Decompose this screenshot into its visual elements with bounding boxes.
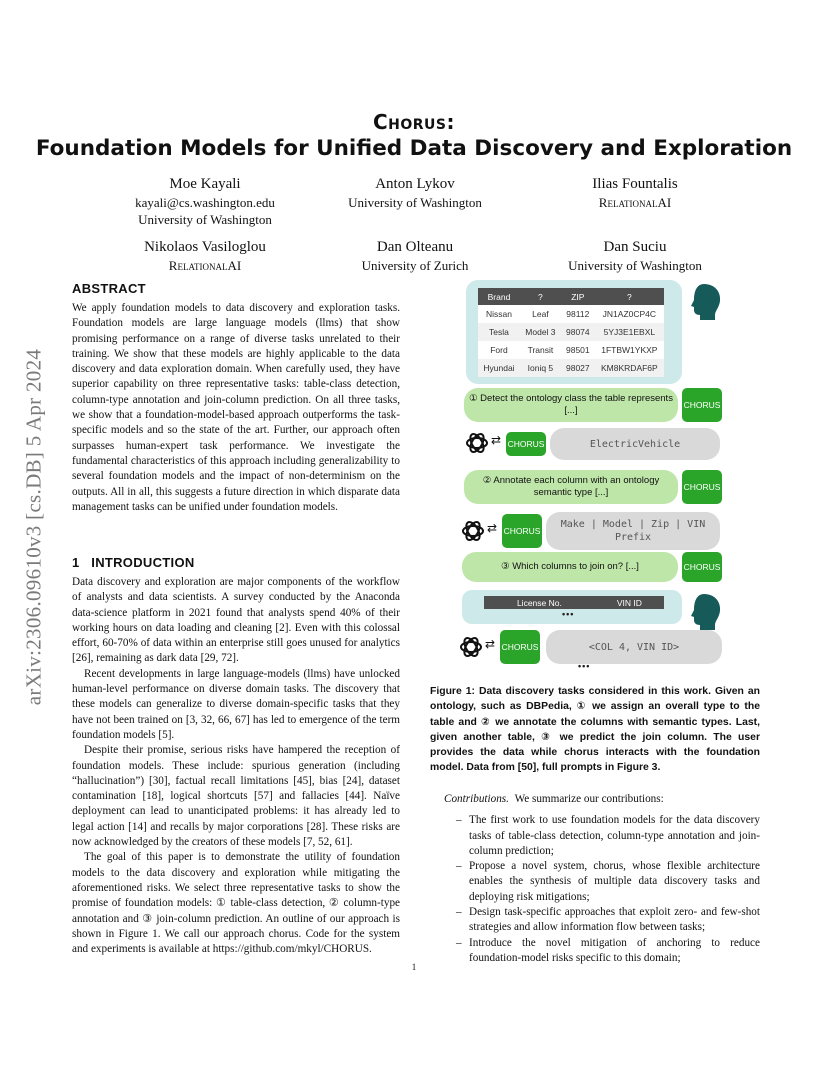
openai-logo-icon bbox=[460, 518, 486, 544]
table-header-row bbox=[478, 288, 664, 305]
exchange-arrows-icon: ⇄ bbox=[491, 433, 502, 447]
table-cell: Ford bbox=[478, 341, 520, 359]
table-cell: Tesla bbox=[478, 323, 520, 341]
table-row bbox=[478, 359, 664, 377]
intro-paragraph: The goal of this paper is to demonstrate the utility of foundation models to the data discovery and exploration while mitigating the aforementioned risks. We select three representative tasks to show the promise of foundation models: ① table-class detection, ② column-type annotation and ③ join-column prediction. An outline of our approach is shown in Figure 1. We call our approach chorus. Code for the system and experiments is available at https://github.com/mkyl/CHORUS. bbox=[72, 851, 400, 956]
author-name: Anton Lykov bbox=[375, 176, 455, 192]
exchange-arrows-icon: ⇄ bbox=[487, 521, 498, 535]
author-block bbox=[530, 174, 740, 211]
table-cell: 5YJ3E1EBXL bbox=[595, 323, 664, 341]
abstract-heading: ABSTRACT bbox=[72, 281, 146, 296]
author-email: kayali@cs.washington.edu bbox=[135, 195, 275, 210]
table-header-cell: Brand bbox=[478, 288, 520, 305]
chorus-badge: CHORUS bbox=[682, 388, 722, 422]
prompt-step3: ③ Which columns to join on? [...] bbox=[462, 552, 678, 582]
table-cell: 98501 bbox=[561, 341, 595, 359]
author-affiliation: RelationalAI bbox=[168, 258, 242, 273]
author-name: Dan Suciu bbox=[603, 239, 667, 255]
table-cell: 98027 bbox=[561, 359, 595, 377]
abstract-text: We apply foundation models to data discovery and exploration tasks. Foundation models are large language models (llms) that show promising performance on a range of diverse tasks unrelated to their training. We show that these models are highly applicable to the data discovery and data exploration domain. When carefully used, they have superior capability on three representative tasks: table-class detection, column-type annotation and join-column prediction. On all three tasks, we show that a foundation-model-based approach outperforms the task-specific models and so the state of the art. Further, our approach often surpasses human-expert task performance. We investigate the fundamental characteristics of this approach including generalizability to several foundation models and the impact of non-determinism on the outputs. All in all, this suggests a future direction in which disparate data management tasks can be unified under foundation models. bbox=[72, 302, 400, 513]
author-affiliation: RelationalAI bbox=[598, 195, 672, 210]
page-number: 1 bbox=[411, 962, 417, 972]
author-name: Ilias Fountalis bbox=[592, 176, 678, 192]
contributions-list bbox=[444, 813, 760, 966]
table-cell: Leaf bbox=[520, 305, 561, 323]
answer-step1: ElectricVehicle bbox=[550, 428, 720, 460]
table-cell: Nissan bbox=[478, 305, 520, 323]
intro-body bbox=[72, 575, 400, 957]
paper-title-line2: Foundation Models for Unified Data Discovery and Exploration bbox=[35, 136, 793, 161]
table-cell: Model 3 bbox=[520, 323, 561, 341]
table-header-cell: ZIP bbox=[561, 288, 595, 305]
author-block bbox=[100, 237, 310, 274]
user-head-icon bbox=[688, 592, 724, 630]
table-cell: 1FTBW1YKXP bbox=[595, 341, 664, 359]
chorus-badge: CHORUS bbox=[500, 630, 540, 664]
answer-step2: Make | Model | Zip | VIN Prefix bbox=[546, 512, 720, 550]
second-table bbox=[484, 596, 664, 609]
author-block bbox=[100, 174, 310, 228]
table-row bbox=[478, 305, 664, 323]
author-affiliation: University of Washington bbox=[568, 258, 702, 273]
intro-paragraph: Despite their promise, serious risks have hampered the reception of foundation models. These include: spurious generation (including “hallucination”) [30], factual recall limitations [45], bias [24], dataset contamination [18], logical shortcuts [57] and fallacies [44]. Naïve deployment can lead to unanticipated problems: it has already led to legal action [14] and recalls by major corporations [28]. These risks are now acknowledged by the creators of these models [7, 52, 61]. bbox=[72, 744, 400, 849]
table-cell: Hyundai bbox=[478, 359, 520, 377]
contributions-lead: Contributions. bbox=[444, 793, 509, 805]
section-number: 1 bbox=[72, 555, 80, 570]
arxiv-stamp: arXiv:2306.09610v3 [cs.DB] 5 Apr 2024 bbox=[21, 348, 46, 706]
intro-paragraph: Data discovery and exploration are major components of the workflow of analysts and data scientists. A survey conducted by the Anaconda data-science platform in 2021 found that analysts spend 40% of their working hours on data loading and cleaning [2]. Even with this colossal effort, 60-70% of data within an enterprise still goes unused for analytics [26], remaining as dark data [29, 72]. bbox=[72, 576, 400, 665]
openai-logo-icon bbox=[464, 430, 490, 456]
table-ellipsis: ••• bbox=[562, 609, 575, 619]
author-affiliation: University of Washington bbox=[348, 195, 482, 210]
contributions-intro: We summarize our contributions: bbox=[514, 793, 664, 805]
list-item: – Introduce the novel mitigation of anchoring to reduce foundation-model risks specific to this domain; bbox=[456, 936, 760, 964]
author-block bbox=[530, 237, 740, 274]
author-affiliation: University of Zurich bbox=[361, 258, 469, 273]
table-cell: 98074 bbox=[561, 323, 595, 341]
openai-logo-icon bbox=[458, 634, 484, 660]
author-name: Moe Kayali bbox=[169, 176, 241, 192]
chorus-badge: CHORUS bbox=[502, 514, 542, 548]
author-name: Nikolaos Vasiloglou bbox=[144, 239, 266, 255]
intro-heading bbox=[72, 555, 195, 570]
table-header-cell: License No. bbox=[484, 596, 595, 609]
author-block bbox=[310, 237, 520, 274]
table-header-cell: ? bbox=[595, 288, 664, 305]
table-cell: Ioniq 5 bbox=[520, 359, 561, 377]
author-block bbox=[310, 174, 520, 211]
contributions bbox=[444, 792, 760, 966]
list-item: – The first work to use foundation models for the data discovery tasks of table-class detection, column-type annotation and join-column prediction; bbox=[456, 814, 760, 857]
list-item: – Propose a novel system, chorus, whose flexible architecture enables the synthesis of multiple data discovery tasks and deploying risk mitigations; bbox=[456, 860, 760, 903]
table-header-row bbox=[484, 596, 664, 609]
intro-paragraph: Recent developments in large language-models (llms) have unlocked human-level performance on diverse domain tasks. The discovery that these models can generalize to diverse domain-specific tasks that they have not been trained on [3, 32, 66, 67] has led to emergence of the term foundation models [5]. bbox=[72, 667, 400, 741]
exchange-arrows-icon: ⇄ bbox=[485, 637, 496, 651]
input-table bbox=[478, 288, 664, 377]
answer-step3: <COL 4, VIN ID> bbox=[546, 630, 722, 664]
table-row bbox=[478, 341, 664, 359]
author-affiliation: University of Washington bbox=[138, 212, 272, 227]
chorus-badge: CHORUS bbox=[506, 432, 546, 456]
table-cell: Transit bbox=[520, 341, 561, 359]
table-cell: JN1AZ0CP4C bbox=[595, 305, 664, 323]
table-row bbox=[478, 323, 664, 341]
author-name: Dan Olteanu bbox=[376, 239, 454, 255]
table-header-cell: VIN ID bbox=[595, 596, 664, 609]
table-cell: KM8KRDAF6P bbox=[595, 359, 664, 377]
answer-ellipsis: ••• bbox=[578, 661, 591, 671]
figure-caption: Figure 1: Data discovery tasks considered in this work. Given an ontology, such as DBPedia, ① we assign an overall type to the table and ② we annotate the columns with semantic types. Last, given another table, ③ we predict the join column. The user provides the data while chorus interacts with the foundation model. Data from [50], full prompts in Figure 3. bbox=[430, 686, 760, 774]
table-cell: 98112 bbox=[561, 305, 595, 323]
user-head-icon bbox=[688, 282, 724, 320]
chorus-badge: CHORUS bbox=[682, 552, 722, 582]
figure-1 bbox=[452, 276, 752, 676]
list-item: – Design task-specific approaches that exploit zero- and few-shot strategies and allow information flow between tasks; bbox=[456, 906, 760, 934]
prompt-step1: ① Detect the ontology class the table represents [...] bbox=[464, 388, 678, 422]
paper-title-line1: Chorus: bbox=[372, 110, 456, 134]
chorus-badge: CHORUS bbox=[682, 470, 722, 504]
section-title: INTRODUCTION bbox=[91, 555, 195, 570]
prompt-step2: ② Annotate each column with an ontology semantic type [...] bbox=[464, 470, 678, 504]
table-header-cell: ? bbox=[520, 288, 561, 305]
